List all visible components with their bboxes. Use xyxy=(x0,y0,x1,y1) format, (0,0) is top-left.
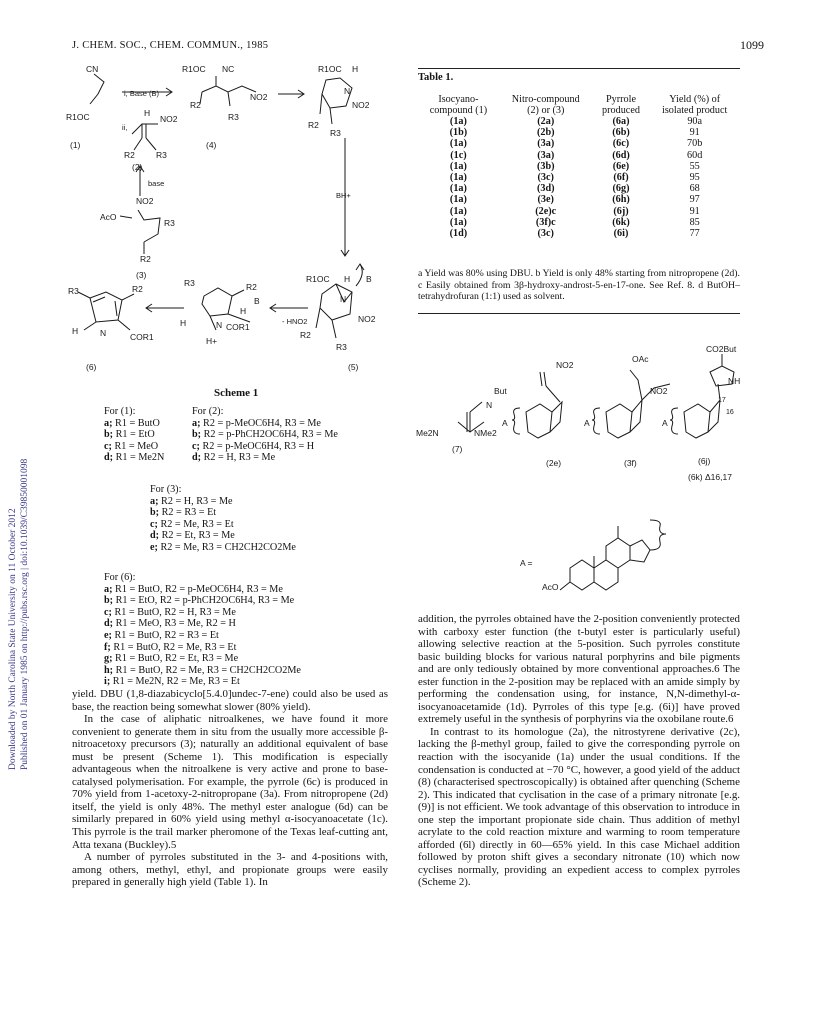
for1-item xyxy=(104,452,164,464)
for6-item-key: a; xyxy=(104,583,113,595)
for6-list xyxy=(104,572,301,688)
for1-item-value: R1 = EtO xyxy=(115,429,155,441)
label-base: base xyxy=(148,179,165,188)
for3-item xyxy=(150,507,296,519)
for3-item xyxy=(150,530,296,542)
for6-item-key: b; xyxy=(104,595,114,607)
right-paragraph-2: In contrast to its homologue (2a), the nitrostyrene derivative (2c), lacking the β-methyl group, failed to give the corresponding pyrrole on reaction with the isocyanide (1a) under the usual conditions. If the condensation is conducted at −70 °C, however, a good yield of the adduct (8) (characterised spectroscopically) is obtained after quenching (Scheme 2). This indicated that cyclisation in the case of a primary nitronate [e.g. (9)] is not efficient. We took advantage of this observation to introduce in one step the important propionate side chain. Thus addition of methyl acrylate to the cold reaction mixture and warming to room temperature afforded (6l) directly in 60—65% yield. In this case Michael addition followed by proton shift gives a secondary nitronate (10) which now cyclises normally, providing an expedient access to complex pyrroles (Scheme 2). xyxy=(418,725,740,889)
for6-item-key: i; xyxy=(104,676,111,688)
table-cell: (2e)c xyxy=(535,205,557,217)
table-cell: (3f)c xyxy=(535,216,556,228)
for3-item xyxy=(150,542,296,554)
label-a-3f: A xyxy=(584,418,590,428)
for3-item xyxy=(150,496,296,508)
label-nc-4: NC xyxy=(222,64,235,74)
label-cn: CN xyxy=(86,64,99,74)
table-header-2-text: Nitro-compound (2) or (3) xyxy=(511,94,580,116)
label-r3-4: R3 xyxy=(228,112,239,122)
for3-item-value: R2 = Me, R3 = CH2CH2CO2Me xyxy=(160,541,296,553)
left-paragraph-2: In the case of aliphatic nitroalkenes, we have found it more convenient to generate them in situ from the usually more accessible β-nitroacetoxy precursors (3); naturally an additional equivalent of base must be present (Scheme 1). This modification is especially advantageous when the nitroalkene is very active and prone to base-catalysed polymerisation. For example, the pyrrole (6c) is produced in 70% yield from 1-acetoxy-2-nitropropane (3a). From nitropropene (2d) itself, the yield is only 48%. The methyl ester analogue (6d) can be similarly prepared in 60% yield using methyl α-isocyanoacetate (1c). This pyrrole is the trail marker pheromone of the Texas leaf-cutting ant, Atta texana (Buckley).5 xyxy=(72,713,388,851)
label-r2-int: R2 xyxy=(246,282,257,292)
for6-item xyxy=(104,630,301,642)
label-no2-2: NO2 xyxy=(160,114,178,124)
for6-item xyxy=(104,676,301,688)
label-r2-2: R2 xyxy=(124,150,135,160)
for6-item xyxy=(104,607,301,619)
for2-item xyxy=(192,429,338,441)
table-cell: 85 xyxy=(689,216,700,228)
table-cell: (6f) xyxy=(613,172,629,184)
label-h-cyc: H xyxy=(352,64,359,74)
label-h2-int: H xyxy=(180,318,187,328)
table-cell: (1a) xyxy=(449,172,467,184)
for3-item-value: R2 = H, R3 = Me xyxy=(161,495,233,507)
label-no2-4: NO2 xyxy=(250,92,268,102)
label-a-6j: A xyxy=(662,418,668,428)
for6-head: For (6): xyxy=(104,572,136,583)
right-paragraph-1: addition, the pyrroles obtained have the 2-position conveniently protected with carboxy ester function (the t-butyl ester is particularly useful) allowing selective reaction at the 5-position. Such pyrroles constitute basic building blocks for various natural porphyrins and bile pigments and are only tediously obtained by more conventional approaches.6 The ester function in the 2-position may be replaced with an amide simply by performing the condensation using, for instance, N,N-dimethyl-α-isocyanoacetamide (1d). Pyrroles of this type [e.g. (6i)] have proved extremely useful in the synthesis of porphyrins via the oxobilane route.6 xyxy=(418,613,740,726)
label-compound-6k: (6k) Δ16,17 xyxy=(688,472,732,482)
table-row xyxy=(418,138,740,149)
label-r2-3: R2 xyxy=(140,254,151,264)
for2-head: For (2): xyxy=(192,406,224,417)
for6-item-value: R1 = ButO, R2 = Et, R3 = Me xyxy=(115,653,239,665)
page-number: 1099 xyxy=(740,38,764,52)
table-cell: (6i) xyxy=(613,228,629,240)
for3-item-value: R2 = Et, R3 = Me xyxy=(161,530,235,542)
download-notice xyxy=(2,250,36,770)
label-r2-5: R2 xyxy=(300,330,311,340)
for6-item-value: R1 = ButO, R2 = Me, R3 = Et xyxy=(113,641,237,653)
label-a-2e: A xyxy=(502,418,508,428)
label-r3-cyc: R3 xyxy=(330,128,341,138)
table-row xyxy=(418,161,740,172)
label-h-5: H xyxy=(344,274,351,284)
for6-item-value: R1 = ButO, R2 = H, R3 = Me xyxy=(114,606,236,618)
table-cell: 60d xyxy=(687,149,703,161)
table-cell: 95 xyxy=(689,172,700,184)
label-n-7: N xyxy=(486,400,493,410)
for3-item-key: e; xyxy=(150,541,158,553)
scheme-caption: Scheme 1 xyxy=(214,387,259,399)
label-but-7: But xyxy=(494,386,507,396)
label-cor1-6: COR1 xyxy=(130,332,154,342)
table-cell: (6c) xyxy=(612,138,630,150)
label-compound-5: (5) xyxy=(348,362,359,372)
label-compound-7: (7) xyxy=(452,444,463,454)
for1-item-key: d; xyxy=(104,452,114,464)
table-cell: (6g) xyxy=(612,183,630,195)
label-r1oc-4: R1OC xyxy=(182,64,206,74)
label-r1oc-cyc: R1OC xyxy=(318,64,342,74)
label-compound-2: (2) xyxy=(132,162,143,172)
label-no2-2e: NO2 xyxy=(556,360,574,370)
label-n-cyc: N xyxy=(344,86,351,96)
for1-item-value: R1 = MeO xyxy=(114,440,159,452)
table-row xyxy=(418,150,740,161)
table-cell: (6j) xyxy=(613,205,629,217)
label-r1oc-5: R1OC xyxy=(306,274,330,284)
label-me2n-7: Me2N xyxy=(416,428,439,438)
label-step-ii: ii, xyxy=(122,123,128,132)
table-cell: 97 xyxy=(689,194,700,206)
for3-item-key: b; xyxy=(150,507,160,519)
label-h-6: H xyxy=(72,326,79,336)
for6-item xyxy=(104,653,301,665)
label-aco-3: AcO xyxy=(100,212,117,222)
for1-item-key: c; xyxy=(104,440,112,452)
label-compound-6j: (6j) xyxy=(698,456,711,466)
label-r3-2: R3 xyxy=(156,150,167,160)
for3-item-value: R2 = Me, R3 = Et xyxy=(160,518,234,530)
table-bottom-rule xyxy=(418,313,740,314)
table-cell: (3c) xyxy=(537,172,554,184)
table-cell: 55 xyxy=(689,160,700,172)
label-r3-3: R3 xyxy=(164,218,175,228)
for2-item-key: d; xyxy=(192,452,202,464)
label-compound-1: (1) xyxy=(70,140,81,150)
label-r2-4: R2 xyxy=(190,100,201,110)
label-r1oc-1: R1OC xyxy=(66,112,90,122)
table-cell: (3c) xyxy=(537,228,554,240)
left-paragraph-3: A number of pyrroles substituted in the 3- and 4-positions with, among others, methyl, ethyl, and propionate groups were easily prepared in generally high yield (Table 1). In xyxy=(72,851,388,889)
label-r3-5: R3 xyxy=(336,342,347,352)
table-cell: (1c) xyxy=(450,149,467,161)
table-cell: (3e) xyxy=(537,194,554,206)
label-compound-6: (6) xyxy=(86,362,97,372)
table-cell: 77 xyxy=(689,228,700,240)
table-row xyxy=(418,217,740,228)
label-compound-2e: (2e) xyxy=(546,458,562,468)
for2-item xyxy=(192,418,338,430)
for6-item-key: f; xyxy=(104,641,111,653)
label-compound-4: (4) xyxy=(206,140,217,150)
label-no2-cyc: NO2 xyxy=(352,100,370,110)
table-cell: 90a xyxy=(687,116,703,127)
for6-item-key: h; xyxy=(104,664,114,676)
table-cell: 68 xyxy=(689,183,700,195)
for1-item xyxy=(104,441,164,453)
table-row xyxy=(418,194,740,205)
label-17-6j: 17 xyxy=(718,397,726,404)
for6-item-key: d; xyxy=(104,618,114,630)
table-cell: (6b) xyxy=(612,127,630,139)
for3-item xyxy=(150,519,296,531)
table-cell: (1a) xyxy=(449,205,467,217)
for2-item-value: R2 = p-PhCH2OC6H4, R3 = Me xyxy=(203,429,338,441)
table-cell: (1a) xyxy=(449,216,467,228)
for6-item-value: R1 = MeO, R3 = Me, R2 = H xyxy=(115,618,236,630)
for6-item-value: R1 = EtO, R2 = p-PhCH2OC6H4, R3 = Me xyxy=(115,595,295,607)
label-n-int: N xyxy=(216,320,223,330)
download-notice-line-2[interactable]: Published on 01 January 1985 on http://pubs.rsc.org | doi:10.1039/C39850001098 xyxy=(20,458,30,770)
table-cell: (3a) xyxy=(537,149,555,161)
table-row xyxy=(418,183,740,194)
for6-item xyxy=(104,595,301,607)
label-no2-3: NO2 xyxy=(136,196,154,206)
label-cor1-int: COR1 xyxy=(226,322,250,332)
label-r3-6: R3 xyxy=(68,286,79,296)
table-row xyxy=(418,127,740,138)
table-header-2 xyxy=(499,94,593,116)
for1-item xyxy=(104,418,164,430)
for2-item-key: a; xyxy=(192,417,201,429)
label-r2-6: R2 xyxy=(132,284,143,294)
label-n-6: N xyxy=(100,328,107,338)
for2-item-key: c; xyxy=(192,440,200,452)
table-row xyxy=(418,172,740,183)
table-footnote: a Yield was 80% using DBU. b Yield is only 48% starting from nitropropene (2d). c Easily obtained from 3β-hydroxy-androst-5-en-17-one. See Ref. 8. d ButOH–tetrahydrofuran (1:1) used as solvent. xyxy=(418,268,740,303)
for1-head: For (1): xyxy=(104,406,136,417)
table-cell: (6k) xyxy=(612,216,630,228)
scheme-1-figure xyxy=(60,58,415,383)
for6-item-value: R1 = Me2N, R2 = Me, R3 = Et xyxy=(112,676,240,688)
label-h-2: H xyxy=(144,108,151,118)
table-row xyxy=(418,116,740,127)
for6-item xyxy=(104,584,301,596)
label-no2-5: NO2 xyxy=(358,314,376,324)
table-cell: (2a) xyxy=(537,116,555,127)
left-paragraph-1: yield. DBU (1,8-diazabicyclo[5.4.0]undec-7-ene) could also be used as base, the reaction being somewhat slower (80% yield). xyxy=(72,688,388,713)
for2-item-value: R2 = H, R3 = Me xyxy=(203,452,276,464)
table-header-3-text: Pyrrole produced xyxy=(602,94,640,116)
table-cell: (1d) xyxy=(449,228,468,240)
label-compound-3: (3) xyxy=(136,270,147,280)
for6-item-key: g; xyxy=(104,653,113,665)
for2-item-key: b; xyxy=(192,429,202,441)
label-base-i: i, Base (B) xyxy=(124,89,160,98)
for6-item-value: R1 = ButO, R2 = Me, R3 = CH2CH2CO2Me xyxy=(115,664,301,676)
running-header: J. CHEM. SOC., CHEM. COMMUN., 1985 xyxy=(72,40,269,51)
table-header-1-text: Isocyano- compound (1) xyxy=(429,94,488,116)
label-r2-cyc: R2 xyxy=(308,120,319,130)
table-cell: 70b xyxy=(687,138,703,150)
table-title: Table 1. xyxy=(418,72,454,83)
for6-item-value: R1 = ButO, R2 = R3 = Et xyxy=(114,629,219,641)
table-row xyxy=(418,228,740,239)
table-header-1 xyxy=(418,94,499,116)
for3-head: For (3): xyxy=(150,484,182,495)
table-cell: (3b) xyxy=(536,160,555,172)
label-n-5: N xyxy=(340,294,347,304)
label-co2but-6j: CO2But xyxy=(706,344,737,354)
label-16-6j: 16 xyxy=(726,409,734,416)
for1-item-value: R1 = Me2N xyxy=(115,452,165,464)
table-cell: (1b) xyxy=(449,127,468,139)
for1-item-key: a; xyxy=(104,417,113,429)
table-cell: (1a) xyxy=(449,194,467,206)
table-cell: (6a) xyxy=(612,116,630,127)
right-column-text xyxy=(418,613,740,889)
label-no2-3f: NO2 xyxy=(650,386,668,396)
table-row xyxy=(418,206,740,217)
table-cell: (2b) xyxy=(536,127,555,139)
table-cell: 91 xyxy=(689,205,700,217)
table-header-4 xyxy=(649,94,740,116)
for6-item-key: e; xyxy=(104,629,112,641)
for1-item xyxy=(104,429,164,441)
table-cell: (1a) xyxy=(449,183,467,195)
for1-list xyxy=(104,406,164,464)
label-aco-steroid: AcO xyxy=(542,582,559,592)
label-hplus-int: H+ xyxy=(206,336,218,346)
table-1 xyxy=(418,94,740,239)
for1-item-value: R1 = ButO xyxy=(115,417,160,429)
label-compound-3f: (3f) xyxy=(624,458,637,468)
label-hno2: - HNO2 xyxy=(282,317,308,326)
for3-item-key: c; xyxy=(150,518,158,530)
for2-item-value: R2 = p-MeOC6H4, R3 = Me xyxy=(203,417,321,429)
table-header-3 xyxy=(593,94,650,116)
for6-item xyxy=(104,618,301,630)
table-cell: (3d) xyxy=(536,183,555,195)
for6-item-key: c; xyxy=(104,606,112,618)
for2-item xyxy=(192,441,338,453)
label-nme2-7: NMe2 xyxy=(474,428,497,438)
label-a-equals: A = xyxy=(520,558,533,568)
table-cell: (1a) xyxy=(449,160,467,172)
label-bh: BH+ xyxy=(336,191,351,200)
for3-item-key: d; xyxy=(150,530,160,542)
table-top-rule xyxy=(418,68,740,69)
table-cell: (6d) xyxy=(612,149,630,161)
structures-figure xyxy=(410,328,750,600)
for3-item-key: a; xyxy=(150,495,159,507)
table-cell: (1a) xyxy=(449,138,467,150)
download-notice-line-1[interactable]: Downloaded by North Carolina State University on 11 October 2012 xyxy=(8,508,18,770)
table-cell: 91 xyxy=(689,127,700,139)
for1-item-key: b; xyxy=(104,429,114,441)
label-b-int: B xyxy=(254,296,260,306)
left-column-text xyxy=(72,688,388,889)
for6-item xyxy=(104,642,301,654)
label-h-int: H xyxy=(240,306,247,316)
label-r3-int: R3 xyxy=(184,278,195,288)
table-cell: (6h) xyxy=(612,194,630,206)
for2-list xyxy=(192,406,338,464)
label-oac-3f: OAc xyxy=(632,354,649,364)
table-cell: (3a) xyxy=(537,138,555,150)
table-cell: (6e) xyxy=(612,160,630,172)
table-header-4-text: Yield (%) of isolated product xyxy=(661,94,728,116)
table-cell: (1a) xyxy=(449,116,467,127)
for6-item xyxy=(104,665,301,677)
label-nh-6j: NH xyxy=(728,376,741,386)
for2-item xyxy=(192,452,338,464)
for2-item-value: R2 = p-MeOC6H4, R3 = H xyxy=(202,440,315,452)
for6-item-value: R1 = ButO, R2 = p-MeOC6H4, R3 = Me xyxy=(115,583,283,595)
for3-item-value: R2 = R3 = Et xyxy=(161,507,217,519)
label-b-5: B xyxy=(366,274,372,284)
for3-list xyxy=(150,484,296,554)
